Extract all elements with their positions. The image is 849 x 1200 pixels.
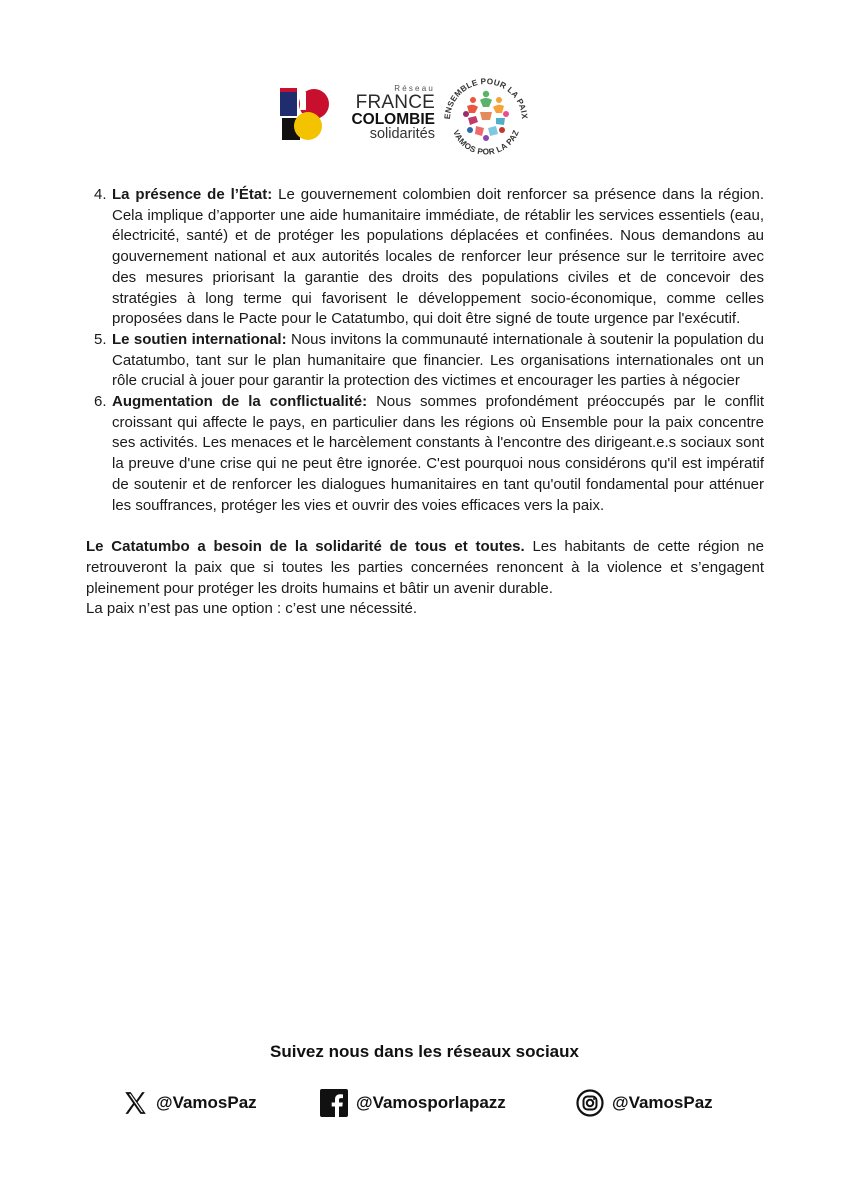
closing-final-line: La paix n’est pas une option : c’est une nécessité.: [86, 600, 418, 618]
ensemble-pour-la-paix-logo: [440, 74, 532, 166]
reseau-france-colombie-logo: [280, 84, 435, 144]
social-facebook-link[interactable]: [320, 1087, 506, 1119]
closing-text: Les habitants de cette région ne retrouveront la paix que si toutes les parties concernées renoncent à la violence et s’engagent pleinement pour protéger les droits humains et bâtir un avenir durable.: [86, 538, 764, 597]
rfc-colombie-label: COLOMBIE: [351, 111, 435, 128]
x-logo-icon: [122, 1090, 148, 1116]
document-body: [86, 185, 764, 620]
epp-bottom-text: VAMOS POR LA PAZ: [451, 128, 521, 157]
rfc-reseau-label: Réseau: [394, 84, 435, 93]
closing-paragraph: [86, 537, 764, 620]
list-item: [86, 392, 764, 516]
list-item-number: 6.: [94, 393, 107, 411]
instagram-handle[interactable]: @VamosPaz: [612, 1093, 713, 1112]
closing-bold-statement: Le Catatumbo a besoin de la solidarité de tous et toutes.: [86, 538, 525, 556]
epp-top-text: ENSEMBLE POUR LA PAIX: [442, 76, 530, 120]
list-item: [86, 330, 764, 392]
x-handle[interactable]: @VamosPaz: [156, 1093, 257, 1112]
svg-text:VAMOS POR LA PAZ: [451, 129, 521, 157]
list-item-title: Le soutien international:: [112, 330, 287, 348]
facebook-icon: [320, 1089, 348, 1117]
list-item-text: Nous invitons la communauté internationale à soutenir la population du Catatumbo, tant sur le plan humanitaire que financier. Les organisations internationales ont un rôle crucial à jouer pour garantir la protection des victimes et encourager les parties à négocier: [112, 330, 764, 390]
list-item-title: Augmentation de la conflictualité:: [112, 393, 368, 411]
list-item-number: 4.: [94, 186, 107, 203]
social-instagram-link[interactable]: [576, 1087, 713, 1119]
rfc-france-label: FRANCE: [355, 92, 435, 113]
instagram-icon: [576, 1089, 604, 1117]
rfc-solidarites-label: solidarités: [369, 126, 435, 142]
list-item: [86, 185, 764, 330]
facebook-handle[interactable]: @Vamosporlapazz: [356, 1093, 506, 1112]
header-logos: [0, 70, 849, 170]
social-x-link[interactable]: [122, 1087, 257, 1119]
list-item-title: La présence de l’État:: [112, 186, 273, 203]
social-section-title: Suivez nous dans les réseaux sociaux: [270, 1042, 579, 1061]
numbered-list: [86, 185, 764, 516]
list-item-number: 5.: [94, 330, 107, 348]
list-item-text: Nous sommes profondément préoccupés par le conflit croissant qui affecte le pays, en particulier dans les régions où Ensemble pour la paix concentre ses activités. Les menaces et le harcèlement constants à l'encontre des dirigeant.e.s sociaux sont la preuve d'une crise qui ne peut être ignorée. C'est pourquoi nous considérons qu'il est impératif de soutenir et de renforcer les dialogues humanitaires en tant qu'outil fondamental pour atténuer les souffrances, protéger les vies et ouvrir des voies efficaces vers la paix.: [112, 393, 764, 514]
list-item-text: Le gouvernement colombien doit renforcer sa présence dans la région. Cela implique d’apporter une aide humanitaire immédiate, de rétablir les services essentiels (eau, électricité, santé) et de protéger les populations déplacées et confinées. Nous demandons au gouvernement national et aux autorités locales de renforcer leur présence sur le territoire avec des mesures priorisant la garantie des droits des populations civiles et de concevoir des stratégies à long terme qui favorisent le développement socio-économique, comme celles proposées dans le Pacte pour le Catatumbo, qui doit être signé de toute urgence par l'exécutif.: [112, 186, 764, 328]
rfc-logo-mark-icon: [280, 86, 330, 142]
